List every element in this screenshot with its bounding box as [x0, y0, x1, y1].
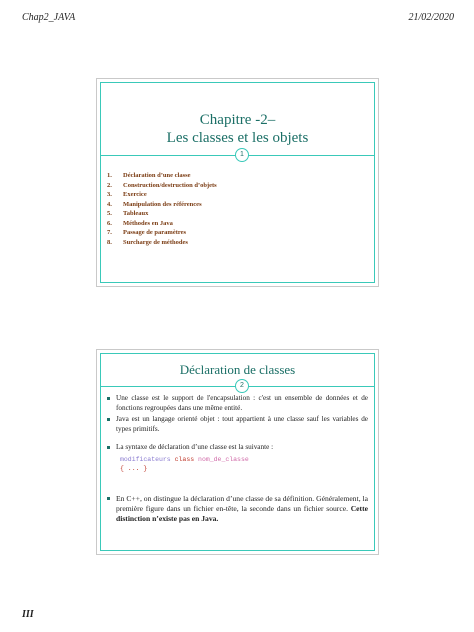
toc-item: 3. Exercice [107, 191, 147, 198]
bullet-square-icon [107, 497, 110, 500]
toc-item: 5. Tableaux [107, 210, 149, 217]
slide-2-number-badge: 2 [235, 379, 249, 393]
toc-item: 2. Construction/destruction d’objets [107, 181, 217, 189]
slide-2-bullets [107, 394, 368, 475]
slide-1 [96, 78, 379, 287]
slide-1-title-line2: Les classes et les objets [166, 130, 309, 146]
bullet-item: Une classe est le support de l'encapsulation : c'est un ensemble de données et de fonctions regroupées dans une même entité. [107, 394, 368, 413]
slide-1-title-line1: Chapitre -2– [199, 112, 276, 128]
toc-item: 4. Manipulation des références [107, 200, 202, 208]
bullet-square-icon [107, 397, 110, 400]
slide-1-title [101, 111, 374, 147]
slide-2 [96, 349, 379, 555]
bullet-item: En C++, on distingue la déclaration d’une classe de sa définition. Généralement, la première figure dans un fichier en-tête, la seconde dans un fichier source. Cette distinction n’existe pas en Java. [107, 494, 368, 524]
slide-1-frame [100, 82, 375, 283]
table-of-contents [107, 171, 217, 247]
bullet-item: Java est un langage orienté objet : tout appartient à une classe sauf les variables de types primitifs. [107, 415, 368, 434]
slide-2-frame [100, 353, 375, 551]
slide-2-title: Déclaration de classes [179, 362, 296, 377]
toc-item: 8. Surcharge de méthodes [107, 238, 188, 246]
toc-item: 1. Déclaration d’une classe [107, 172, 191, 179]
bullet-square-icon [107, 418, 110, 421]
code-sample: modificateurs class nom_de_classe { ... } [120, 455, 249, 472]
slide-2-bullets-final [107, 494, 368, 526]
toc-item: 6. Méthodes en Java [107, 219, 173, 227]
header-date: 21/02/2020 [408, 12, 454, 23]
header-chapter: Chap2_JAVA [22, 12, 76, 23]
bullet-square-icon [107, 446, 110, 449]
page-number: III [22, 609, 34, 620]
slide-1-number-badge: 1 [235, 148, 249, 162]
bullet-item: La syntaxe de déclaration d’une classe est la suivante : modificateurs class nom_de_classe { ... } [107, 443, 368, 473]
toc-item: 7. Passage de paramètres [107, 229, 187, 236]
